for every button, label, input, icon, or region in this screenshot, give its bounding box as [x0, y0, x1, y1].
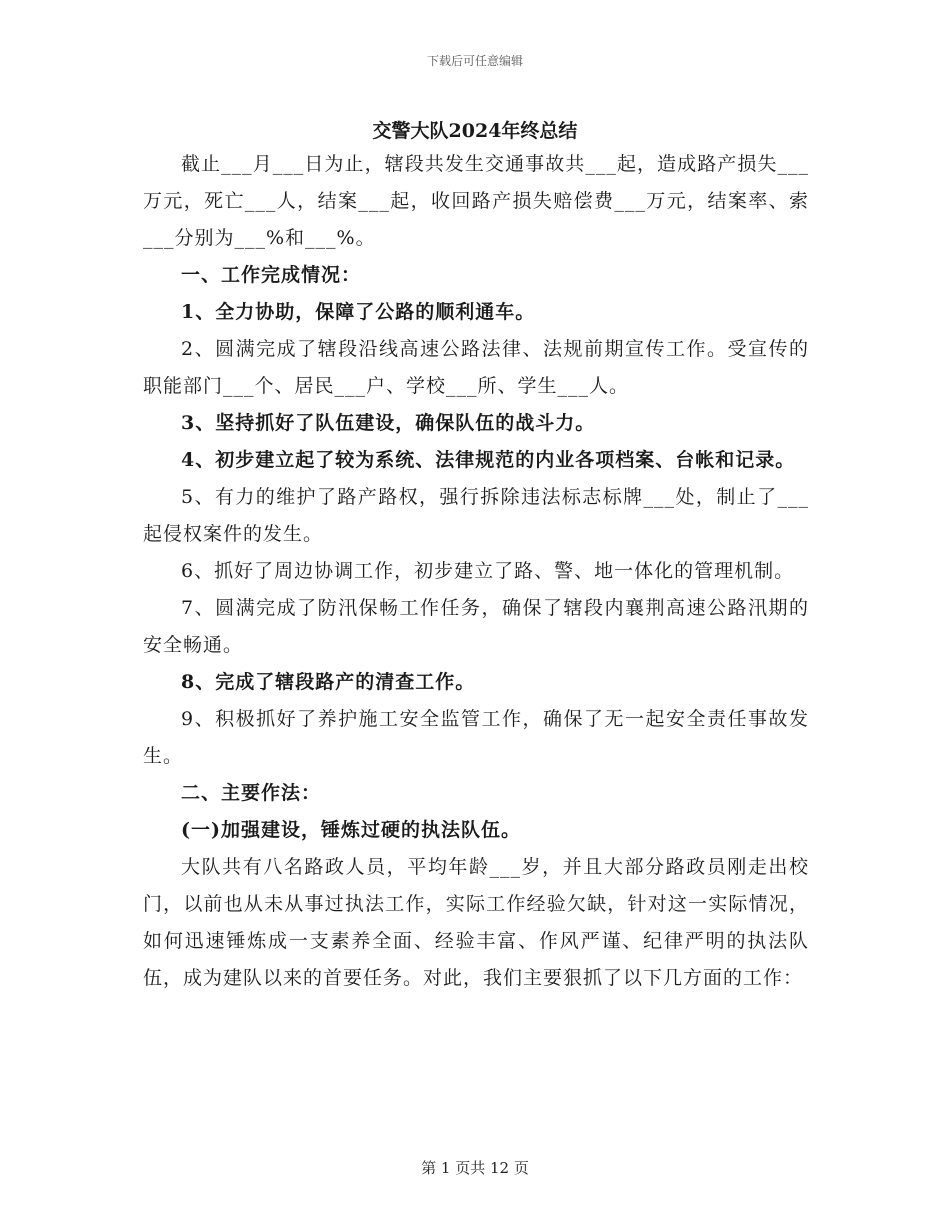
paragraph-item-9: 9、积极抓好了养护施工安全监管工作，确保了无一起安全责任事故发生。 — [143, 708, 809, 767]
paragraph-item-2: 2、圆满完成了辖段沿线高速公路法律、法规前期宣传工作。受宣传的职能部门___个、居民___户、学校___所、学生___人。 — [143, 338, 809, 397]
paragraph-item-7: 7、圆满完成了防汛保畅工作任务，确保了辖段内襄荆高速公路汛期的安全畅通。 — [143, 597, 809, 656]
paragraph-summary: 截止___月___日为止，辖段共发生交通事故共___起，造成路产损失___万元，死亡___人，结案___起，收回路产损失赔偿费___万元，结案率、索___分别为___%和___%。 — [143, 153, 809, 249]
page-footer: 第 1 页共 12 页 — [421, 1159, 529, 1177]
paragraph-item-4: 4、初步建立起了较为系统、法律规范的内业各项档案、台帐和记录。 — [181, 449, 796, 471]
paragraph-item-6: 6、抓好了周边协调工作，初步建立了路、警、地一体化的管理机制。 — [181, 560, 795, 582]
section-heading-work-completion: 一、工作完成情况： — [181, 264, 362, 286]
header-note: 下载后可任意编辑 — [426, 54, 523, 68]
subsection-heading-1: (一)加强建设，锤炼过硬的执法队伍。 — [181, 819, 521, 841]
document-body — [143, 146, 809, 997]
paragraph-item-8: 8、完成了辖段路产的清查工作。 — [181, 671, 476, 693]
document-title: 交警大队2024年终总结 — [372, 120, 578, 142]
paragraph-item-1: 1、全力协助，保障了公路的顺利通车。 — [181, 301, 536, 323]
section-heading-main-methods: 二、主要作法： — [181, 782, 322, 804]
paragraph-team-description: 大队共有八名路政人员，平均年龄___岁，并且大部分路政员刚走出校门，以前也从未从事过执法工作，实际工作经验欠缺，针对这一实际情况，如何迅速锤炼成一支素养全面、经验丰富、作风严谨、纪律严明的执法队伍，成为建队以来的首要任务。对此，我们主要狠抓了以下几方面的工作： — [143, 856, 809, 989]
paragraph-item-3: 3、坚持抓好了队伍建设，确保队伍的战斗力。 — [181, 412, 596, 434]
paragraph-item-5: 5、有力的维护了路产路权，强行拆除违法标志标牌___处，制止了___起侵权案件的发生。 — [143, 486, 809, 545]
